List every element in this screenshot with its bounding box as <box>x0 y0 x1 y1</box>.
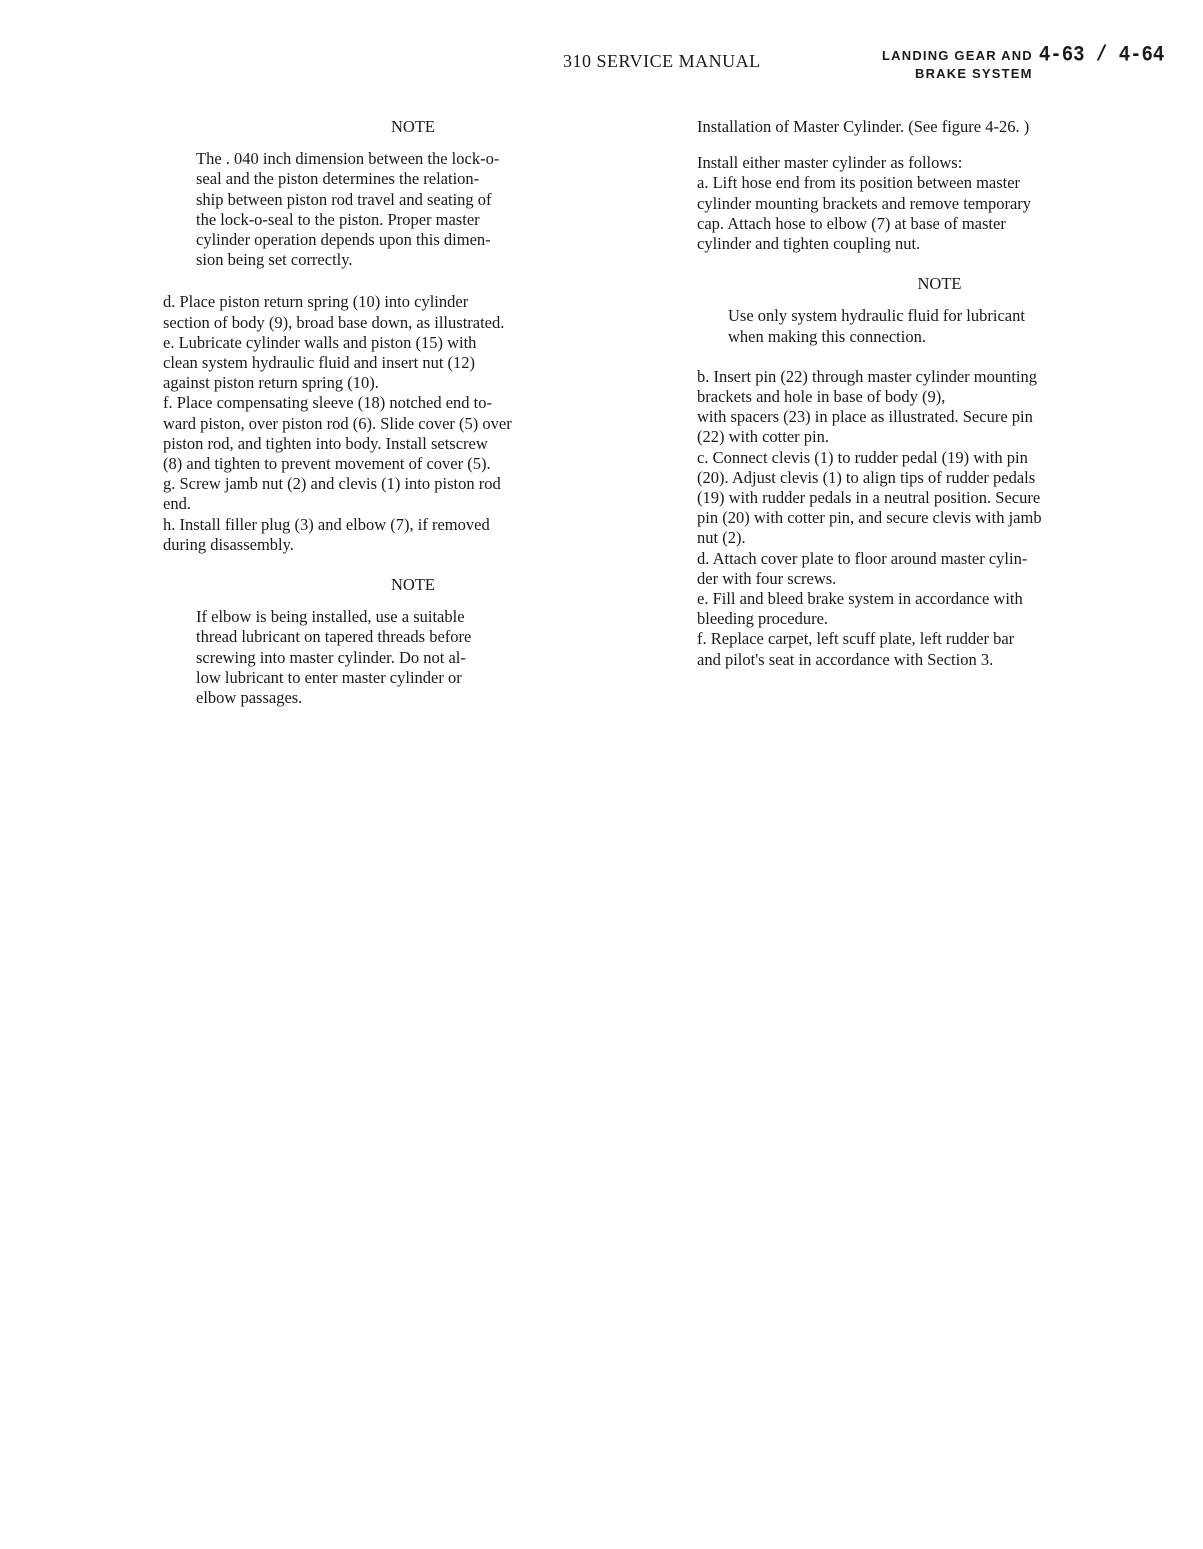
text-line: seal and the piston determines the relation- <box>196 169 480 189</box>
text-line: If elbow is being installed, use a suitable <box>196 607 465 627</box>
manual-title: 310 SERVICE MANUAL <box>563 51 761 71</box>
text-line: ship between piston rod travel and seating of <box>196 189 492 209</box>
text-line: (19) with rudder pedals in a neutral position. Secure <box>697 488 1041 508</box>
procedure-steps <box>163 292 663 555</box>
text-line: g. Screw jamb nut (2) and clevis (1) into piston rod <box>163 474 501 494</box>
text-line: h. Install filler plug (3) and elbow (7), if removed <box>163 514 490 534</box>
text-line: d. Attach cover plate to floor around master cylin- <box>697 548 1028 568</box>
text-line: (8) and tighten to prevent movement of cover (5). <box>163 454 491 474</box>
text-line: brackets and hole in base of body (9), <box>697 387 946 407</box>
text-line: e. Fill and bleed brake system in accordance with <box>697 589 1023 609</box>
note-body <box>196 607 663 708</box>
installation-intro <box>697 153 1182 254</box>
text-line: b. Insert pin (22) through master cylinder mounting <box>697 366 1038 386</box>
procedure-steps <box>697 367 1182 670</box>
text-line: c. Connect clevis (1) to rudder pedal (19) with pin <box>697 447 1028 467</box>
text-line: bleeding procedure. <box>697 609 829 629</box>
text-line: screwing into master cylinder. Do not al- <box>196 647 466 667</box>
left-column <box>163 117 663 728</box>
right-column <box>697 117 1182 670</box>
text-line: nut (2). <box>697 528 746 548</box>
section-title-line1: LANDING GEAR AND <box>882 48 1033 63</box>
note-body <box>728 306 1182 346</box>
text-line: der with four screws. <box>697 568 837 588</box>
text-line: with spacers (23) in place as illustrated. Secure pin <box>697 407 1033 427</box>
text-line: piston rod, and tighten into body. Install setscrew <box>163 433 488 453</box>
text-line: during disassembly. <box>163 534 294 554</box>
text-line: (22) with cotter pin. <box>697 427 829 447</box>
text-line: a. Lift hose end from its position between master <box>697 173 1021 193</box>
text-line: clean system hydraulic fluid and insert nut (12) <box>163 353 476 373</box>
page-number: 4-63 / 4-64 <box>1038 42 1165 68</box>
text-line: ward piston, over piston rod (6). Slide cover (5) over <box>163 413 512 433</box>
text-line: e. Lubricate cylinder walls and piston (15) with <box>163 332 477 352</box>
note-heading: NOTE <box>391 575 435 595</box>
text-line: cylinder operation depends upon this dimen- <box>196 230 491 250</box>
text-line: low lubricant to enter master cylinder or <box>196 667 462 687</box>
note-heading: NOTE <box>391 117 435 136</box>
text-line: f. Place compensating sleeve (18) notched end to- <box>163 393 492 413</box>
text-line: (20). Adjust clevis (1) to align tips of rudder pedals <box>697 467 1036 487</box>
text-line: cylinder and tighten coupling nut. <box>697 234 921 254</box>
text-line: thread lubricant on tapered threads before <box>196 627 472 647</box>
text-line: sion being set correctly. <box>196 250 353 270</box>
procedure-title: Installation of Master Cylinder. (See figure 4-26. ) <box>697 117 1030 136</box>
text-line: end. <box>163 494 191 514</box>
note-heading: NOTE <box>917 274 962 294</box>
text-line: elbow passages. <box>196 688 303 708</box>
text-line: Install either master cylinder as follows: <box>697 153 963 173</box>
text-line: f. Replace carpet, left scuff plate, left rudder bar <box>697 629 1015 649</box>
text-line: cap. Attach hose to elbow (7) at base of master <box>697 213 1006 233</box>
text-line: and pilot's seat in accordance with Section 3. <box>697 649 994 669</box>
text-line: against piston return spring (10). <box>163 373 379 393</box>
text-line: cylinder mounting brackets and remove temporary <box>697 193 1032 213</box>
text-line: d. Place piston return spring (10) into cylinder <box>163 292 469 312</box>
text-line: The . 040 inch dimension between the lock-o- <box>196 149 500 169</box>
text-line: when making this connection. <box>728 326 926 346</box>
section-title-line2: BRAKE SYSTEM <box>915 66 1033 81</box>
section-header <box>882 44 1182 81</box>
text-line: pin (20) with cotter pin, and secure clevis with jamb <box>697 508 1042 528</box>
text-line: Use only system hydraulic fluid for lubricant <box>728 306 1025 326</box>
text-line: the lock-o-seal to the piston. Proper master <box>196 209 480 229</box>
text-line: section of body (9), broad base down, as illustrated. <box>163 312 505 332</box>
note-body <box>196 149 663 270</box>
